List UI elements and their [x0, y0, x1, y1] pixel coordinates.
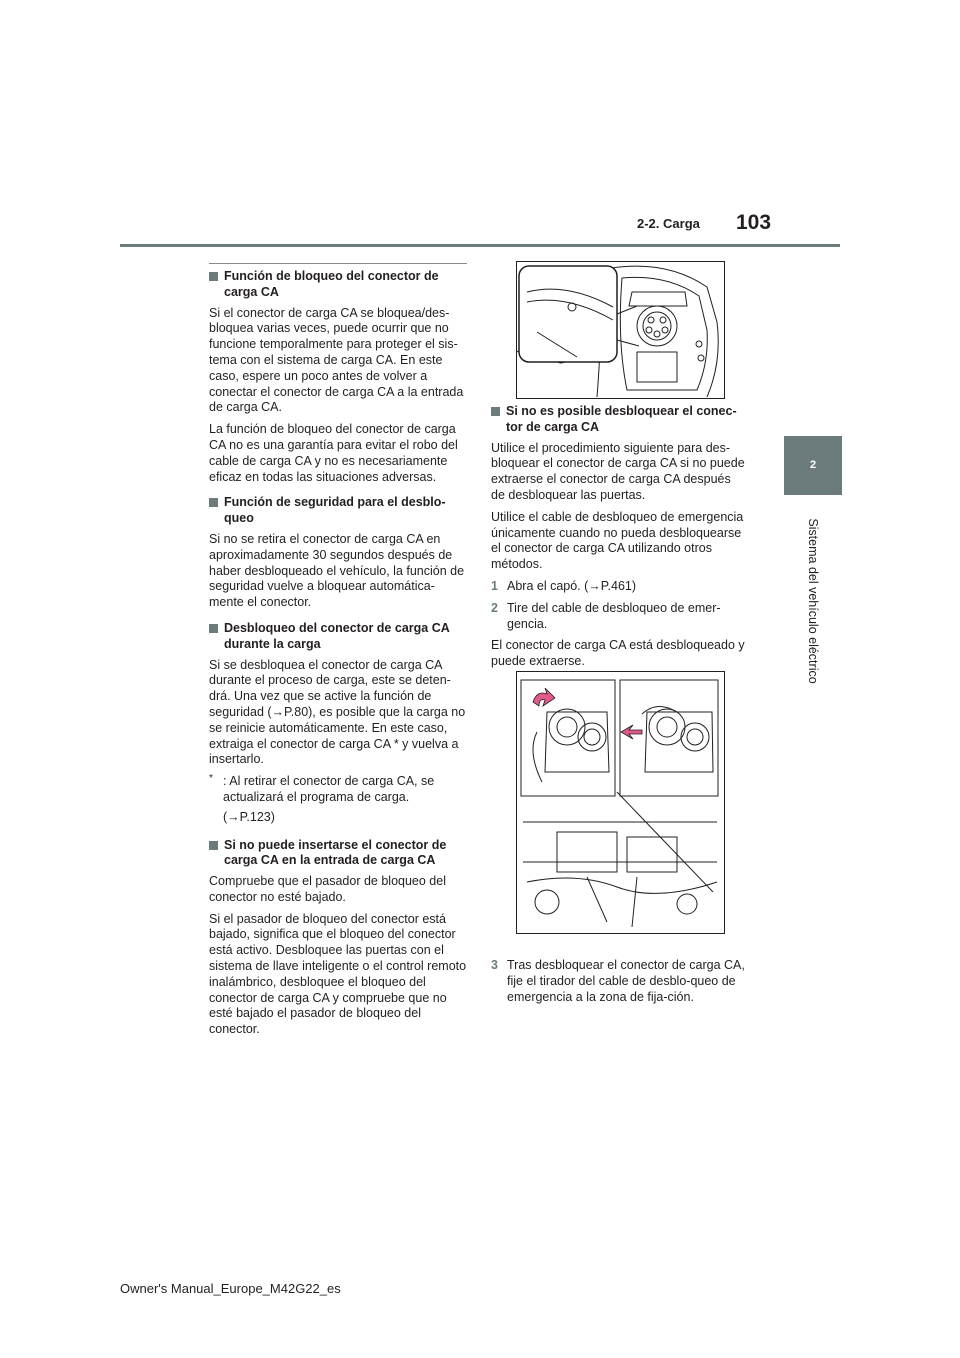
step-text: Tras desbloquear el conector de carga CA, fije el tirador del cable de desblo-queo de emergencia a la zona de fija-ción.	[507, 957, 745, 1004]
heading-square-icon	[209, 272, 218, 281]
step-text: Tire del cable de desbloqueo de emer-gencia.	[507, 600, 721, 631]
heading-unlock-safety	[209, 495, 467, 527]
footnote-mark: *	[209, 773, 213, 785]
heading-square-icon	[209, 841, 218, 850]
heading-text: Desbloqueo del conector de carga CA durante la carga	[224, 620, 450, 651]
right-column	[491, 400, 747, 1011]
footer-text: Owner's Manual_Europe_M42G22_es	[120, 1281, 341, 1296]
footnote	[209, 774, 467, 806]
left-column	[209, 263, 467, 1044]
paragraph: Si el pasador de bloqueo del conector está bajado, significa que el bloqueo del conector está activo. Desbloquee las puertas con el sistema de llave inteligente o el control remoto inalámbrico, desbloquee el bloqueo del conector de carga CA y compruebe que no esté bajado el pasador de bloqueo del conector.	[209, 911, 467, 1037]
figure-charge-inlet	[516, 261, 725, 399]
step-text: Abra el capó. (→P.461)	[507, 578, 637, 593]
page-number: 103	[736, 211, 772, 234]
heading-unlock-during-charge	[209, 621, 467, 653]
heading-connector-lock	[209, 269, 467, 301]
paragraph: Si se desbloquea el conector de carga CA durante el proceso de carga, este se deten-drá. Una vez que se active la función de seguridad (→P.80), es posible que la carga no se reinicie automáticamente. En este caso, extraiga el conector de carga CA * y vuelva a insertarlo.	[209, 657, 466, 767]
step-2	[491, 601, 747, 633]
paragraph: Compruebe que el pasador de bloqueo del conector no esté bajado.	[209, 874, 446, 904]
paragraph: La función de bloqueo del conector de carga CA no es una garantía para evitar el robo del cable de carga CA y no es necesariamente eficaz en todas las situaciones adversas.	[209, 422, 458, 484]
header-rule	[120, 244, 840, 247]
section-title: 2-2. Carga	[637, 216, 700, 231]
footnote-ref[interactable]: (→P.123)	[223, 809, 275, 824]
chapter-title: Sistema del vehículo eléctrico	[806, 518, 820, 684]
step-number: 1	[491, 578, 498, 593]
heading-text: Función de bloqueo del conector de carga CA	[224, 269, 439, 299]
heading-square-icon	[209, 498, 218, 507]
paragraph: El conector de carga CA está desbloqueado y puede extraerse.	[491, 638, 745, 669]
paragraph: Utilice el cable de desbloqueo de emergencia únicamente cuando no pueda desbloquearse el conector de carga CA utilizando otros métodos.	[491, 509, 744, 572]
footnote-text: : Al retirar el conector de carga CA, se actualizará el programa de carga.	[223, 774, 435, 804]
chapter-tab[interactable]: 2	[784, 436, 842, 495]
heading-square-icon	[491, 407, 500, 416]
step-3	[491, 958, 747, 1005]
step-1	[491, 579, 747, 595]
heading-cannot-unlock	[491, 404, 747, 436]
paragraph: Utilice el procedimiento siguiente para des-bloquear el conector de carga CA si no puede extraerse el conector de carga CA después de desbloquear las puertas.	[491, 440, 745, 502]
paragraph: Si el conector de carga CA se bloquea/des-bloquea varias veces, puede ocurrir que no funcione temporalmente para proteger el sis-tema con el sistema de carga CA. En este caso, espere un poco antes de volver a conectar el conector de carga CA a la entrada de carga CA.	[209, 305, 464, 415]
heading-text: Si no es posible desbloquear el conec-tor de carga CA	[506, 404, 737, 434]
heading-text: Función de seguridad para el desblo-queo	[224, 495, 446, 526]
chapter-title-vertical	[784, 496, 842, 706]
charge-inlet-illustration	[517, 262, 724, 398]
heading-square-icon	[209, 624, 218, 633]
heading-cannot-insert	[209, 838, 467, 870]
step-number: 2	[491, 600, 498, 615]
paragraph: Si no se retira el conector de carga CA en aproximadamente 30 segundos después de haber desbloqueado el vehículo, la función de seguridad vuelve a bloquear automática-mente el conector.	[209, 531, 465, 610]
step-number: 3	[491, 957, 498, 972]
heading-text: Si no puede insertarse el conector de carga CA en la entrada de carga CA	[224, 837, 447, 868]
